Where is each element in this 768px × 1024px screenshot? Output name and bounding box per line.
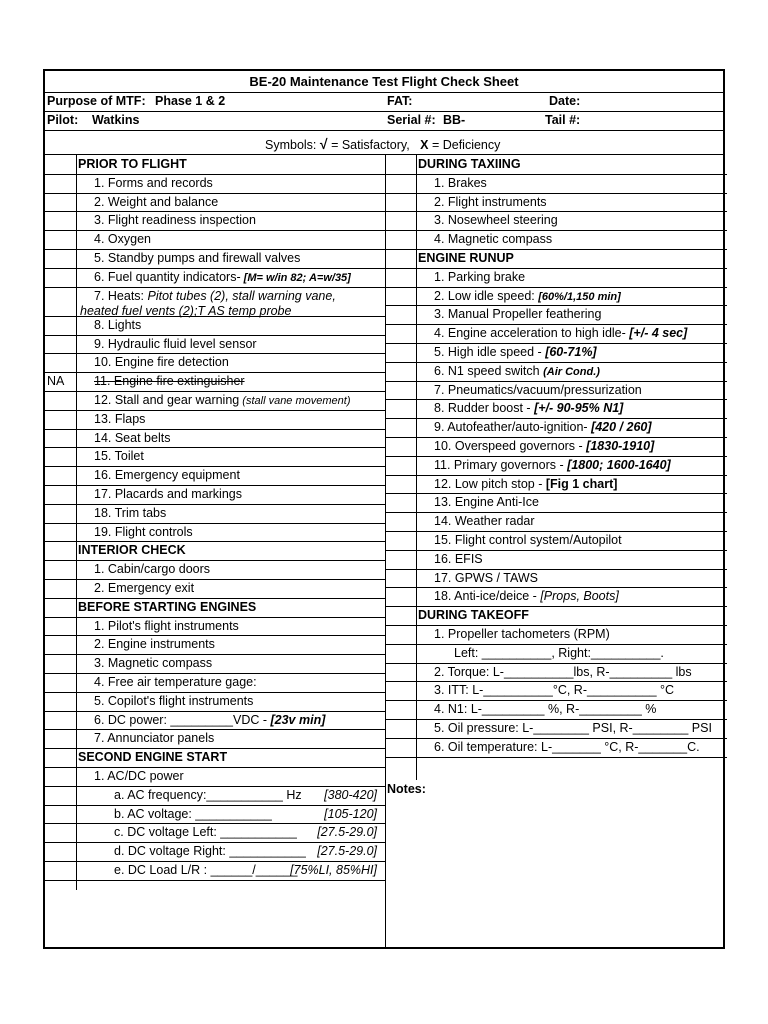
left-checkbox[interactable] [45,410,75,429]
deficiency-text: = Deficiency [431,138,501,152]
item-label: 2. Engine instruments [94,637,215,652]
item-label: 3. Manual Propeller feathering [434,307,602,322]
item-spec: [23v min] [270,712,326,727]
left-check-item [94,713,325,728]
tail-label[interactable]: Tail #: [545,113,581,127]
right-checkbox[interactable] [386,230,416,249]
symbols-legend [265,137,500,153]
right-checkbox[interactable] [386,738,416,757]
item-label: 4. Oxygen [94,232,151,247]
right-checkbox[interactable] [386,268,416,287]
right-checkbox[interactable] [386,174,416,193]
left-check-item [94,374,245,389]
right-checkbox[interactable] [386,456,416,475]
left-check-item [94,525,193,540]
right-check-item [434,195,547,210]
left-check-item [94,656,212,671]
right-checkbox[interactable] [386,719,416,738]
left-checkbox[interactable] [45,391,75,410]
item-range: [105-120] [324,806,377,821]
right-check-item [434,552,483,567]
right-check-item [434,721,712,736]
item-label: 12. Low pitch stop - [434,476,546,491]
item-label: 1. Propeller tachometers (RPM) [434,627,610,641]
right-check-item [434,213,558,228]
item-label: 4. Engine acceleration to high idle- [434,326,630,341]
symbols-label: Symbols: [265,138,317,152]
left-check-item [94,355,229,370]
left-checkbox[interactable] [45,729,75,748]
left-checkbox[interactable] [45,654,75,673]
left-checkbox[interactable] [45,174,75,193]
right-check-item [434,514,535,529]
right-check-item [434,458,671,473]
item-range: [75%LI, 85%HI] [290,862,377,877]
item-spec: [1800; 1600-1640] [567,457,671,472]
item-spec: [Props, Boots] [540,589,619,604]
right-check-item [434,495,539,510]
right-section-header: DURING TAXIING [418,157,521,171]
right-checkbox[interactable] [386,644,416,663]
purpose-label: Purpose of MTF: [47,94,146,108]
right-checkbox[interactable] [386,193,416,212]
right-check-item [434,683,674,698]
item-label: 1. Forms and records [94,175,213,190]
item-range: [27.5-29.0] [317,844,377,859]
left-checkbox[interactable] [45,193,75,212]
left-check-item [94,581,194,596]
right-checkbox[interactable] [386,399,416,418]
left-checkbox[interactable] [45,447,75,466]
item-label: 9. Hydraulic fluid level sensor [94,336,257,351]
notes-area[interactable] [387,799,721,945]
right-checkbox[interactable] [386,381,416,400]
left-check-item [94,619,239,634]
right-check-item [434,307,601,322]
item-label: 16. Emergency equipment [94,468,240,483]
fat-label[interactable]: FAT: [387,94,413,108]
item-label: 2. Low idle speed: [434,288,539,303]
left-check-item [94,393,351,409]
left-check-item [94,251,300,266]
item-label: 13. Engine Anti-Ice [434,495,539,510]
left-checkbox[interactable] [45,842,75,861]
left-check-item [94,232,151,247]
left-check-item [114,825,297,840]
left-check-item [94,213,256,228]
item-label: 8. Rudder boost - [434,401,535,416]
item-label: 16. EFIS [434,551,483,566]
right-check-item [434,232,552,247]
item-label: 17. GPWS / TAWS [434,570,538,585]
item-label: 6. N1 speed switch [434,363,544,378]
serial-value[interactable]: BB- [443,113,466,127]
left-check-item [94,506,166,521]
left-check-item [94,769,184,784]
right-section-header: ENGINE RUNUP [418,251,514,265]
pilot-value[interactable]: Watkins [92,113,140,127]
item-label: 5. Oil pressure: L-________ PSI, R-________ PSI [434,721,712,735]
left-checkbox[interactable] [45,673,75,692]
item-label: 4. Free air temperature gage: [94,674,257,689]
right-check-item [434,702,656,717]
left-checkbox[interactable] [45,805,75,824]
check-sheet [43,69,725,949]
item-spec: [+/- 4 sec] [629,326,688,341]
left-checkbox[interactable] [45,786,75,805]
right-check-item [434,383,642,398]
right-check-item [434,345,597,360]
item-label: 11. Engine fire extinguisher [94,374,245,389]
item-label: 2. Weight and balance [94,194,219,209]
sheet-title: BE-20 Maintenance Test Flight Check Sheet [249,74,519,89]
left-checkbox[interactable] [45,617,75,636]
item-label: 8. Lights [94,317,142,332]
right-checkbox[interactable] [386,418,416,437]
left-checkbox[interactable] [45,692,75,711]
item-label: 3. Magnetic compass [94,656,213,671]
item-range: [27.5-29.0] [317,825,377,840]
item-label: 17. Placards and markings [94,486,242,501]
right-checkbox[interactable] [386,569,416,588]
right-checkbox[interactable] [386,681,416,700]
left-check-item [94,562,210,577]
right-checkbox[interactable] [386,211,416,230]
item-label: b. AC voltage: ___________ [114,806,272,821]
left-checkbox[interactable] [45,268,75,287]
left-check-item [94,289,336,304]
left-check-item [94,318,141,333]
left-check-item [94,195,218,210]
left-check-item [94,487,242,502]
left-checkbox[interactable] [45,711,75,730]
right-checkbox[interactable] [386,343,416,362]
item-label: 4. N1: L-_________ %, R-_________ % [434,702,657,717]
right-checkbox[interactable] [386,475,416,494]
left-check-item [94,731,214,746]
item-label: c. DC voltage Left: ___________ [114,825,297,840]
item-label: d. DC voltage Right: ___________ [114,844,306,859]
right-check-item [454,646,664,661]
left-checkbox[interactable] [45,335,75,354]
item-spec: [60-71%] [545,345,597,359]
satisfactory-text: = Satisfactory, [331,138,410,152]
item-label: 10. Overspeed governors - [434,439,587,453]
item-label: 7. Annunciator panels [94,731,215,746]
left-section-header: BEFORE STARTING ENGINES [78,599,257,614]
item-label: 11. Primary governors - [434,457,568,472]
item-label: 18. Trim tabs [94,505,167,520]
left-checkbox[interactable] [45,823,75,842]
left-check-item [94,675,257,690]
left-check-item [94,637,215,652]
item-label: 1. AC/DC power [94,768,184,783]
left-checkbox[interactable] [45,466,75,485]
item-label: 7. Heats: [94,288,145,303]
left-check-item-cont: heated fuel vents (2);T AS temp probe [80,303,292,318]
left-check-item [94,449,144,464]
item-label: 19. Flight controls [94,524,193,539]
item-label: 1. Pilot's flight instruments [94,618,239,633]
right-check-item [434,176,487,191]
left-check-item [94,694,253,709]
left-checkbox[interactable] [45,230,75,249]
item-label: 5. High idle speed - [434,345,546,359]
right-check-item [434,627,610,642]
right-checkbox[interactable] [386,625,416,644]
right-checkbox[interactable] [386,437,416,456]
left-checkbox[interactable] [45,211,75,230]
right-check-item [434,533,622,548]
serial-label: Serial #: [387,113,436,127]
left-checkbox[interactable] [45,579,75,598]
item-label: 2. Flight instruments [434,194,547,209]
right-checkbox[interactable] [386,512,416,531]
right-check-item [434,665,692,680]
right-checkbox[interactable] [386,493,416,512]
item-label: 15. Toilet [94,449,144,464]
item-label: 1. Brakes [434,175,487,190]
right-section-header: DURING TAKEOFF [418,608,529,623]
left-section-header: INTERIOR CHECK [78,543,186,558]
item-spec: [420 / 260] [591,420,652,435]
right-check-item [434,420,652,435]
left-section-header: PRIOR TO FLIGHT [78,157,187,171]
item-label: Left: __________, Right:__________. [454,645,664,660]
left-checkbox[interactable] [45,504,75,523]
right-check-item [434,439,654,454]
left-checkbox[interactable] [45,767,75,786]
left-check-item [114,844,306,859]
item-label: 2. Torque: L-__________lbs, R-_________ lbs [434,664,692,679]
left-checkbox[interactable] [45,635,75,654]
left-checkbox[interactable] [45,523,75,542]
na-mark: NA [47,374,65,389]
item-label: 3. ITT: L-__________°C, R-__________ °C [434,683,675,698]
item-label: 7. Pneumatics/vacuum/pressurization [434,382,642,397]
right-checkbox[interactable] [386,550,416,569]
right-checkbox[interactable] [386,362,416,381]
item-label: 1. Parking brake [434,269,526,284]
left-checkbox[interactable] [45,429,75,448]
pilot-label: Pilot: [47,113,79,127]
notes-label: Notes: [387,782,426,796]
right-check-item [434,326,687,341]
right-check-item [434,401,623,416]
left-check-item [94,337,257,352]
purpose-value[interactable]: Phase 1 & 2 [155,94,226,108]
right-check-item [434,740,700,755]
deficiency-x-icon: X [420,138,429,152]
item-spec: [Fig 1 chart] [545,476,618,491]
left-checkbox[interactable] [45,861,75,880]
item-label: 12. Stall and gear warning [94,392,240,407]
right-check-item [434,270,525,285]
check-mark-icon: √ [319,136,328,152]
left-section-header: SECOND ENGINE START [78,750,228,765]
left-check-item [94,431,170,446]
left-check-item [94,176,213,191]
left-check-item [94,468,240,483]
right-check-item [434,364,600,380]
right-checkbox[interactable] [386,587,416,606]
item-label: 5. Copilot's flight instruments [94,693,254,708]
right-check-item [434,477,617,492]
right-checkbox[interactable] [386,287,416,306]
item-label: 14. Seat belts [94,430,171,445]
item-label: 18. Anti-ice/deice - [434,589,541,604]
item-label: 10. Engine fire detection [94,355,229,370]
item-label: 14. Weather radar [434,514,535,529]
item-label: 13. Flaps [94,411,146,426]
left-check-item [114,863,297,878]
item-spec: [1830-1910] [586,439,655,453]
right-checkbox[interactable] [386,700,416,719]
item-label: 6. Oil temperature: L-_______ °C, R-_______C. [434,739,700,754]
item-label: 3. Nosewheel steering [434,213,558,228]
item-label: 15. Flight control system/Autopilot [434,533,622,547]
item-label: 6. DC power: _________VDC - [94,712,271,727]
item-spec: Pitot tubes (2), stall warning vane, [144,288,336,303]
item-label: 6. Fuel quantity indicators- [94,269,241,284]
item-label: a. AC frequency:___________ Hz [114,787,302,802]
right-check-item [434,589,619,604]
right-checkbox[interactable] [386,531,416,550]
right-check-item [434,571,538,586]
item-spec: [+/- 90-95% N1] [534,401,624,416]
item-range: [380-420] [324,787,377,802]
right-checkbox[interactable] [386,305,416,324]
item-label: 5. Standby pumps and firewall valves [94,251,301,265]
left-check-item [114,788,302,803]
item-spec: (Air Cond.) [543,365,600,378]
right-checkbox[interactable] [386,663,416,682]
item-spec: [M= w/in 82; A=w/35] [240,271,351,284]
left-checkbox[interactable] [45,316,75,335]
item-label: 2. Emergency exit [94,580,195,595]
item-label: 4. Magnetic compass [434,232,553,247]
left-check-item [94,412,145,427]
right-checkbox[interactable] [386,324,416,343]
right-check-item [434,289,621,305]
left-checkbox[interactable] [45,353,75,372]
date-label[interactable]: Date: [549,94,581,108]
item-spec: (stall vane movement) [239,394,351,407]
left-checkbox[interactable] [45,485,75,504]
item-label: e. DC Load L/R : ______/______ [114,862,298,877]
left-checkbox[interactable] [45,249,75,268]
left-checkbox[interactable] [45,560,75,579]
item-spec: [60%/1,150 min] [538,290,621,303]
item-label: 3. Flight readiness inspection [94,213,256,228]
item-label: 9. Autofeather/auto-ignition- [434,420,592,435]
item-label: 1. Cabin/cargo doors [94,562,211,577]
left-check-item [114,807,272,822]
left-checkbox[interactable] [45,287,75,316]
left-check-item [94,270,351,286]
